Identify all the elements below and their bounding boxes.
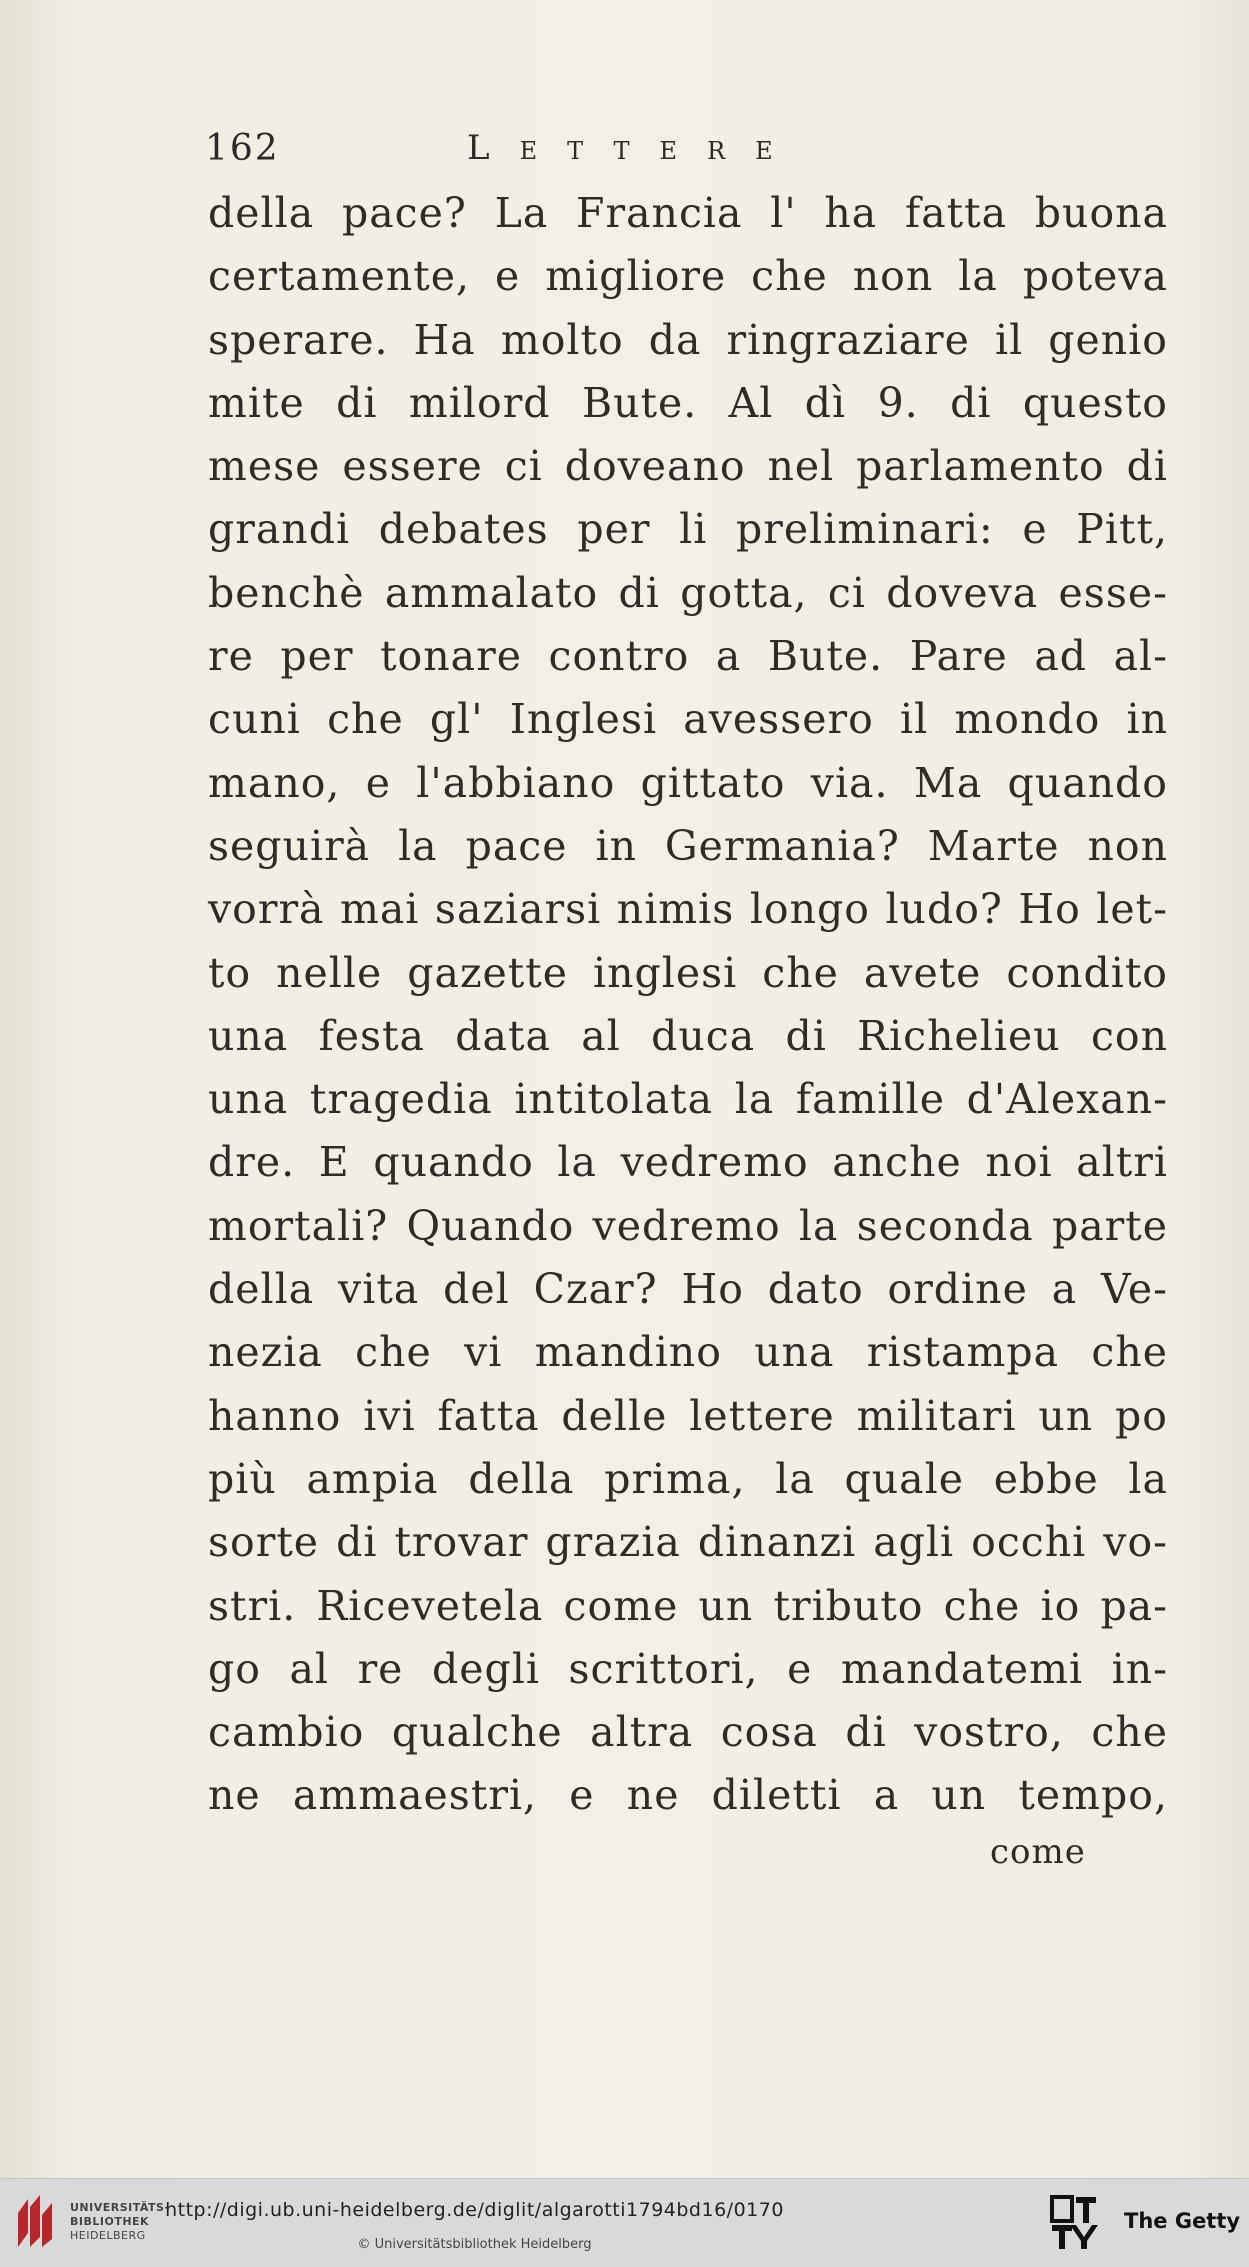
text-line: cuni che gl' Inglesi avessero il mondo in — [208, 695, 1168, 744]
institution-line: HEIDELBERG — [70, 2229, 146, 2242]
permalink-text[interactable]: http://digi.ub.uni-heidelberg.de/diglit/algarotti1794bd16/0170 — [165, 2199, 784, 2221]
page-number: 162 — [205, 128, 280, 169]
text-line: mite di milord Bute. Al dì 9. di questo — [208, 378, 1168, 427]
text-line: go al re degli scrittori, e mandatemi in- — [208, 1644, 1168, 1693]
viewer-footer — [0, 2178, 1249, 2267]
institution-line: BIBLIOTHEK — [70, 2215, 150, 2228]
text-line: sperare. Ha molto da ringraziare il genio — [208, 315, 1168, 364]
text-line: benchè ammalato di gotta, ci doveva esse- — [208, 568, 1168, 617]
text-line: mortali? Quando vedremo la seconda parte — [208, 1201, 1168, 1250]
institution-line: UNIVERSITÄTS- — [70, 2201, 170, 2214]
copyright-text: © Universitätsbibliothek Heidelberg — [357, 2237, 592, 2252]
text-line: sorte di trovar grazia dinanzi agli occhi vo- — [208, 1518, 1168, 1567]
text-line: una festa data al duca di Richelieu con — [208, 1011, 1168, 1060]
text-line: ne ammaestri, e ne diletti a un tempo, — [208, 1771, 1168, 1820]
text-line: più ampia della prima, la quale ebbe la — [208, 1454, 1168, 1503]
text-line: della pace? La Francia l' ha fatta buona — [208, 189, 1168, 237]
text-line: dre. E quando la vedremo anche noi altri — [208, 1138, 1168, 1187]
running-title: Lettere — [467, 128, 803, 168]
text-line: stri. Ricevetela come un tributo che io pa- — [208, 1581, 1168, 1630]
getty-logo-icon — [1050, 2193, 1100, 2253]
text-line: hanno ivi fatta delle lettere militari un po — [208, 1391, 1168, 1440]
text-line: nezia che vi mandino una ristampa che — [208, 1328, 1168, 1377]
text-line: della vita del Czar? Ho dato ordine a Ve- — [208, 1265, 1168, 1314]
text-line: to nelle gazette inglesi che avete condito — [208, 948, 1168, 997]
text-line: certamente, e migliore che non la poteva — [208, 252, 1168, 301]
body-text — [208, 182, 1168, 1828]
text-line: vorrà mai saziarsi nimis longo ludo? Ho let- — [208, 885, 1168, 934]
text-line: seguirà la pace in Germania? Marte non — [208, 821, 1168, 870]
partner-name: The Getty — [1124, 2209, 1241, 2233]
text-line: mano, e l'abbiano gittato via. Ma quando — [208, 758, 1168, 807]
text-line: mese essere ci doveano nel parlamento di — [208, 442, 1168, 491]
catchword: come — [990, 1832, 1086, 1872]
text-line: re per tonare contro a Bute. Pare ad al- — [208, 632, 1168, 681]
text-line: grandi debates per li preliminari: e Pitt, — [208, 505, 1168, 554]
text-line: una tragedia intitolata la famille d'Alexan- — [208, 1075, 1168, 1124]
text-line: cambio qualche altra cosa di vostro, che — [208, 1708, 1168, 1757]
page-header — [205, 128, 1165, 178]
